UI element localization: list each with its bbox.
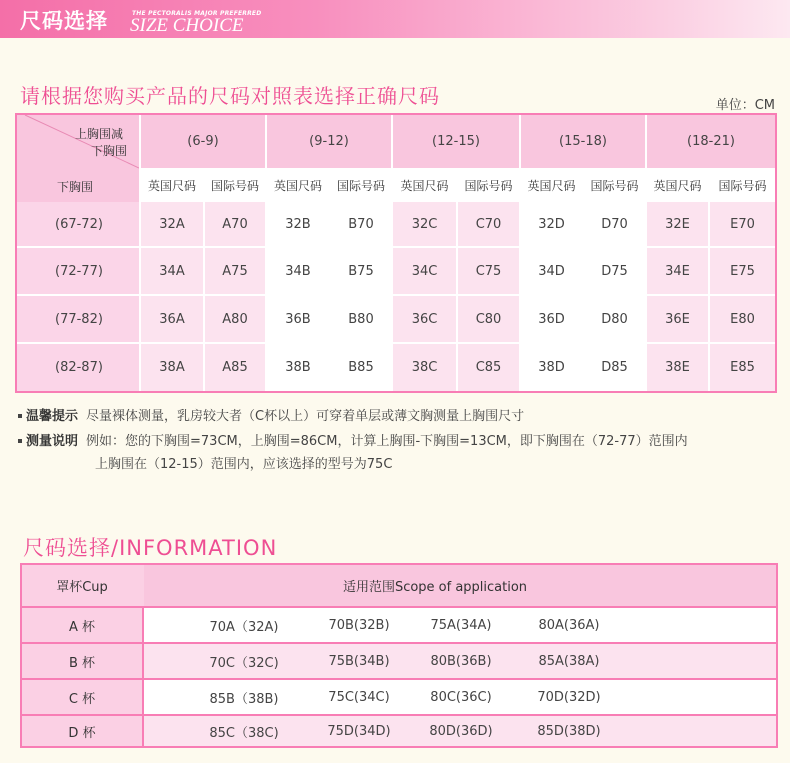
size-cell: D85 <box>584 344 645 391</box>
size-cell: A75 <box>205 248 265 294</box>
size-cell: 32E <box>647 202 708 246</box>
size-cell: 38E <box>647 344 708 391</box>
size-cell: E70 <box>710 202 775 246</box>
explain-note-line2 <box>95 453 392 472</box>
size-cell: 38A <box>141 344 203 391</box>
cup-values <box>144 644 776 678</box>
row-label-underbust: (67-72) <box>17 202 139 246</box>
uk-size-header: 英国尺码 <box>393 170 456 200</box>
bullet <box>18 414 22 418</box>
size-cell: 34A <box>141 248 203 294</box>
cup-size-value: 70B(32B) <box>328 617 390 633</box>
cup-size-value: 80D(36D) <box>429 723 493 739</box>
intl-size-header: 国际号码 <box>584 170 645 200</box>
size-cell: E75 <box>710 248 775 294</box>
size-cell: 38B <box>267 344 329 391</box>
range-header: (15-18) <box>521 115 645 168</box>
information-heading: 尺码选择/INFORMATION <box>23 536 278 560</box>
cup-label: A 杯 <box>22 608 142 642</box>
uk-size-header: 英国尺码 <box>647 170 708 200</box>
size-cell: 34C <box>393 248 456 294</box>
size-cell: A80 <box>205 296 265 342</box>
size-cell: 36A <box>141 296 203 342</box>
size-cell: B70 <box>331 202 391 246</box>
size-cell: 34B <box>267 248 329 294</box>
size-cell: D80 <box>584 296 645 342</box>
size-cell: 32D <box>521 202 582 246</box>
cup-label: B 杯 <box>22 644 142 678</box>
size-cell: 36D <box>521 296 582 342</box>
size-cell: 38C <box>393 344 456 391</box>
cup-size-value: 80B(36B) <box>430 653 492 669</box>
cup-size-value: 75B(34B) <box>328 653 390 669</box>
tip-text: 尽量裸体测量，乳房较大者（C杯以上）可穿着单层或薄文胸测量上胸围尺寸 <box>86 409 525 424</box>
cup-values <box>144 608 776 642</box>
range-header: (18-21) <box>647 115 775 168</box>
cup-size-value: 80A(36A) <box>538 617 600 633</box>
intl-size-header: 国际号码 <box>205 170 265 200</box>
size-cell: 34E <box>647 248 708 294</box>
cup-size-value: 85D(38D) <box>537 723 601 739</box>
cup-row <box>22 608 776 642</box>
size-chart-heading: 请根据您购买产品的尺码对照表选择正确尺码 <box>20 84 440 108</box>
size-cell: 36C <box>393 296 456 342</box>
size-cell: B75 <box>331 248 391 294</box>
corner-cell <box>17 115 139 202</box>
info-header-scope <box>144 565 776 606</box>
cup-values <box>144 680 776 714</box>
cup-row <box>22 644 776 678</box>
cup-row <box>22 716 776 746</box>
size-cell: A85 <box>205 344 265 391</box>
cup-values <box>144 716 776 746</box>
top-banner <box>0 0 790 38</box>
cup-size-value: 70C（32C) <box>209 655 279 671</box>
size-cell: C75 <box>458 248 519 294</box>
banner-title-cn: 尺码选择 <box>20 9 108 33</box>
size-cell: 32B <box>267 202 329 246</box>
explain-line1: 例如：您的下胸围=73CM，上胸围=86CM，计算上胸围-下胸围=13CM，即下胸围在（72-77）范围内 <box>86 434 688 449</box>
size-cell: C70 <box>458 202 519 246</box>
size-cell: 32A <box>141 202 203 246</box>
size-cell: D75 <box>584 248 645 294</box>
size-chart-grid <box>17 115 775 391</box>
cup-size-value: 85A(38A) <box>538 653 600 669</box>
cup-row <box>22 680 776 714</box>
range-header: (6-9) <box>141 115 265 168</box>
row-label-underbust: (82-87) <box>17 344 139 391</box>
corner-top-line1: 上胸围减 <box>75 127 124 141</box>
tip-note <box>18 405 524 424</box>
cup-size-value: 75D(34D) <box>327 723 391 739</box>
info-header-cup: 罩杯Cup <box>22 565 142 606</box>
cup-size-value: 85C（38C) <box>209 725 279 741</box>
explain-note <box>18 430 688 449</box>
size-cell: A70 <box>205 202 265 246</box>
explain-line2: 上胸围在（12-15）范围内，应该选择的型号为75C <box>95 457 393 472</box>
info-header-scope-text: 适用范围Scope of application <box>342 580 528 595</box>
size-cell: 32C <box>393 202 456 246</box>
bullet <box>18 439 22 443</box>
explain-tag: 测量说明 <box>26 434 79 449</box>
banner-title-en: SIZE CHOICE <box>130 15 244 36</box>
size-cell: D70 <box>584 202 645 246</box>
size-chart-table <box>15 113 777 393</box>
size-cell: 36E <box>647 296 708 342</box>
intl-size-header: 国际号码 <box>458 170 519 200</box>
cup-size-value: 80C(36C) <box>430 689 492 705</box>
row-label-underbust: (72-77) <box>17 248 139 294</box>
size-cell: C80 <box>458 296 519 342</box>
intl-size-header: 国际号码 <box>331 170 391 200</box>
cup-label: D 杯 <box>22 716 142 746</box>
row-label-underbust: (77-82) <box>17 296 139 342</box>
range-header: (12-15) <box>393 115 519 168</box>
cup-info-table <box>20 563 778 748</box>
cup-label: C 杯 <box>22 680 142 714</box>
uk-size-header: 英国尺码 <box>267 170 329 200</box>
cup-size-value: 85B（38B) <box>209 691 279 707</box>
size-cell: C85 <box>458 344 519 391</box>
cup-size-value: 70A（32A) <box>209 619 279 635</box>
tip-tag: 温馨提示 <box>26 409 79 424</box>
size-cell: B85 <box>331 344 391 391</box>
cup-size-value: 70D(32D) <box>537 689 601 705</box>
size-cell: E85 <box>710 344 775 391</box>
size-cell: 38D <box>521 344 582 391</box>
cup-size-value: 75C(34C) <box>328 689 390 705</box>
cup-size-value: 75A(34A) <box>430 617 492 633</box>
intl-size-header: 国际号码 <box>710 170 775 200</box>
uk-size-header: 英国尺码 <box>141 170 203 200</box>
uk-size-header: 英国尺码 <box>521 170 582 200</box>
corner-top-line2: 下胸围 <box>91 144 128 158</box>
unit-label: 单位：CM <box>715 98 775 113</box>
size-cell: 34D <box>521 248 582 294</box>
size-cell: B80 <box>331 296 391 342</box>
banner-subtitle-en: THE PECTORALIS MAJOR PREFERRED <box>132 10 262 17</box>
size-cell: 36B <box>267 296 329 342</box>
corner-bottom: 下胸围 <box>57 180 94 194</box>
range-header: (9-12) <box>267 115 391 168</box>
info-header-row <box>22 565 776 606</box>
size-cell: E80 <box>710 296 775 342</box>
